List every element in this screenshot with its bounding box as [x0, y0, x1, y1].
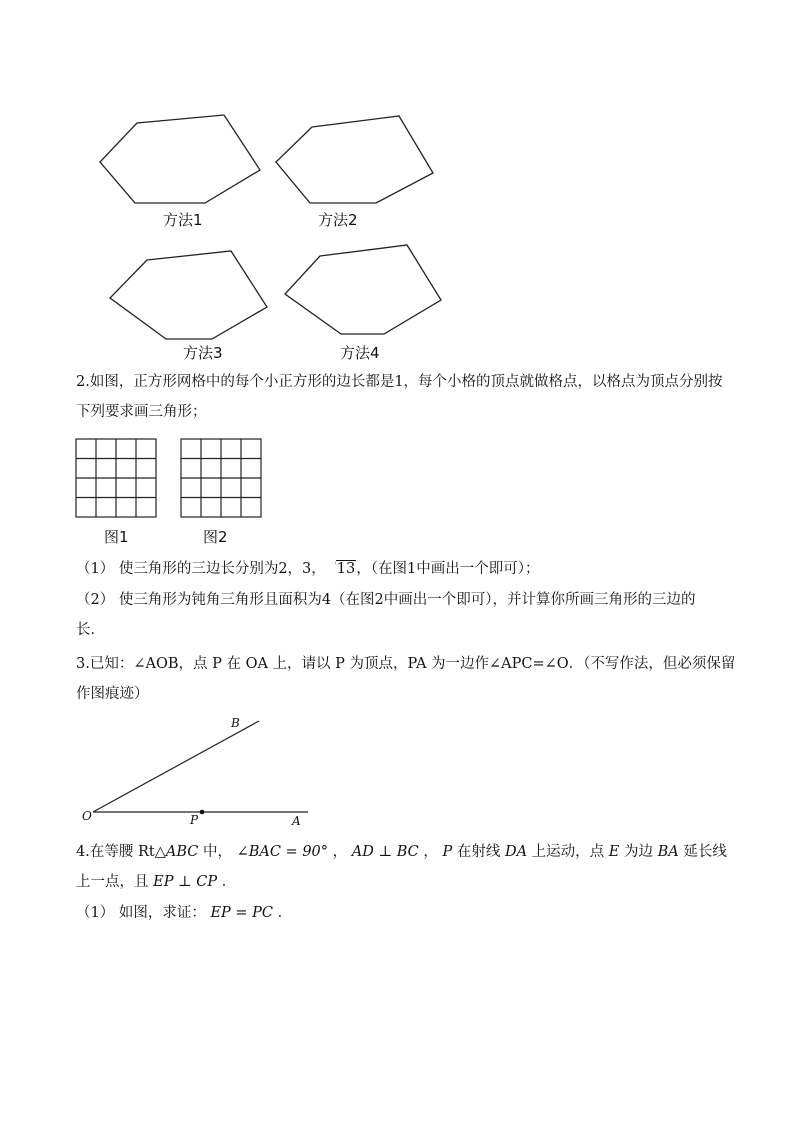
point-P	[200, 810, 205, 815]
q4-line2-text-c: ．	[217, 874, 237, 890]
q4-text-n: 为边	[619, 844, 658, 860]
q3-stem-line-1: 3.已知：∠AOB，点 P 在 OA 上，请以 P 为顶点，PA 为一边作∠APC=∠O．（不写作法，但必须保留	[76, 656, 736, 672]
pentagon-method-2	[276, 116, 433, 203]
label-method-4: 方法4	[340, 344, 380, 362]
q4-math-p: P	[442, 844, 453, 860]
pentagon-figures	[0, 0, 794, 370]
q4-text-d: 中，	[198, 844, 237, 860]
pentagon-method-4	[285, 245, 441, 334]
q4-math-ad-bc: AD ⊥ BC	[351, 844, 419, 860]
q2-sub-2-line-2: 长．	[76, 622, 105, 638]
q4-sub-1	[76, 903, 736, 923]
label-P: P	[190, 813, 199, 827]
q2-sub-2-line-1: （2） 使三角形为钝角三角形且面积为4（在图2中画出一个即可），并计算你所画三角形的三边的	[76, 592, 696, 608]
grid-figure-2	[181, 439, 261, 517]
q2-sub-1-post: ，（在图1中画出一个即可）；	[356, 561, 540, 577]
q4-math-ba: BA	[657, 844, 679, 860]
pentagon-method-1	[100, 115, 260, 203]
q4-text-f: ，	[328, 844, 352, 860]
ray-OB	[93, 721, 259, 812]
pentagon-method-3	[110, 251, 267, 339]
q4-text-p: 延长线	[678, 844, 727, 860]
grid-figures	[0, 430, 794, 525]
q2-stem-line-2: 下列要求画三角形；	[76, 404, 207, 420]
q4-math-ep-cp: EP ⊥ CP	[153, 874, 218, 890]
label-fig-1: 图1	[104, 528, 129, 546]
q2-stem-line-1: 2.如图，正方形网格中的每个小正方形的边长都是1，每个小格的顶点就做格点，以格点为顶点分别按	[76, 374, 723, 390]
q4-text-a: 4.在等腰 Rt	[76, 844, 155, 860]
q4-text-h: ，	[418, 844, 443, 860]
label-A: A	[292, 814, 301, 828]
sqrt-13	[326, 559, 356, 579]
label-fig-2: 图2	[203, 528, 228, 546]
q4-text-b: △	[154, 844, 166, 860]
q4-sub1-text-c: ．	[273, 905, 293, 921]
q4-stem-line-1	[76, 842, 736, 862]
q4-math-abc: ABC	[165, 844, 199, 860]
q4-text-l: 上运动，点	[527, 844, 609, 860]
q2-sub-1-pre: （1） 使三角形的三边长分别为2，3，	[76, 561, 326, 577]
label-O: O	[82, 809, 92, 823]
angle-figure	[0, 710, 794, 830]
label-method-2: 方法2	[318, 211, 358, 229]
q2-sub-1	[76, 559, 736, 579]
label-method-1: 方法1	[163, 211, 203, 229]
q4-math-angle: ∠BAC = 90°	[236, 844, 329, 860]
q4-text-j: 在射线	[452, 844, 505, 860]
grid-figure-1	[76, 439, 156, 517]
q4-math-ep-pc: EP = PC	[210, 905, 274, 921]
q4-math-e: E	[608, 844, 620, 860]
q4-line2-text-a: 上一点，且	[76, 874, 154, 890]
q4-stem-line-2	[76, 872, 736, 892]
sqrt-radicand: 13	[336, 561, 356, 577]
label-B: B	[231, 716, 240, 730]
q4-sub1-text-a: （1） 如图，求证：	[76, 905, 211, 921]
q4-math-da: DA	[504, 844, 528, 860]
q3-stem-line-2: 作图痕迹）	[76, 686, 149, 702]
label-method-3: 方法3	[183, 344, 223, 362]
